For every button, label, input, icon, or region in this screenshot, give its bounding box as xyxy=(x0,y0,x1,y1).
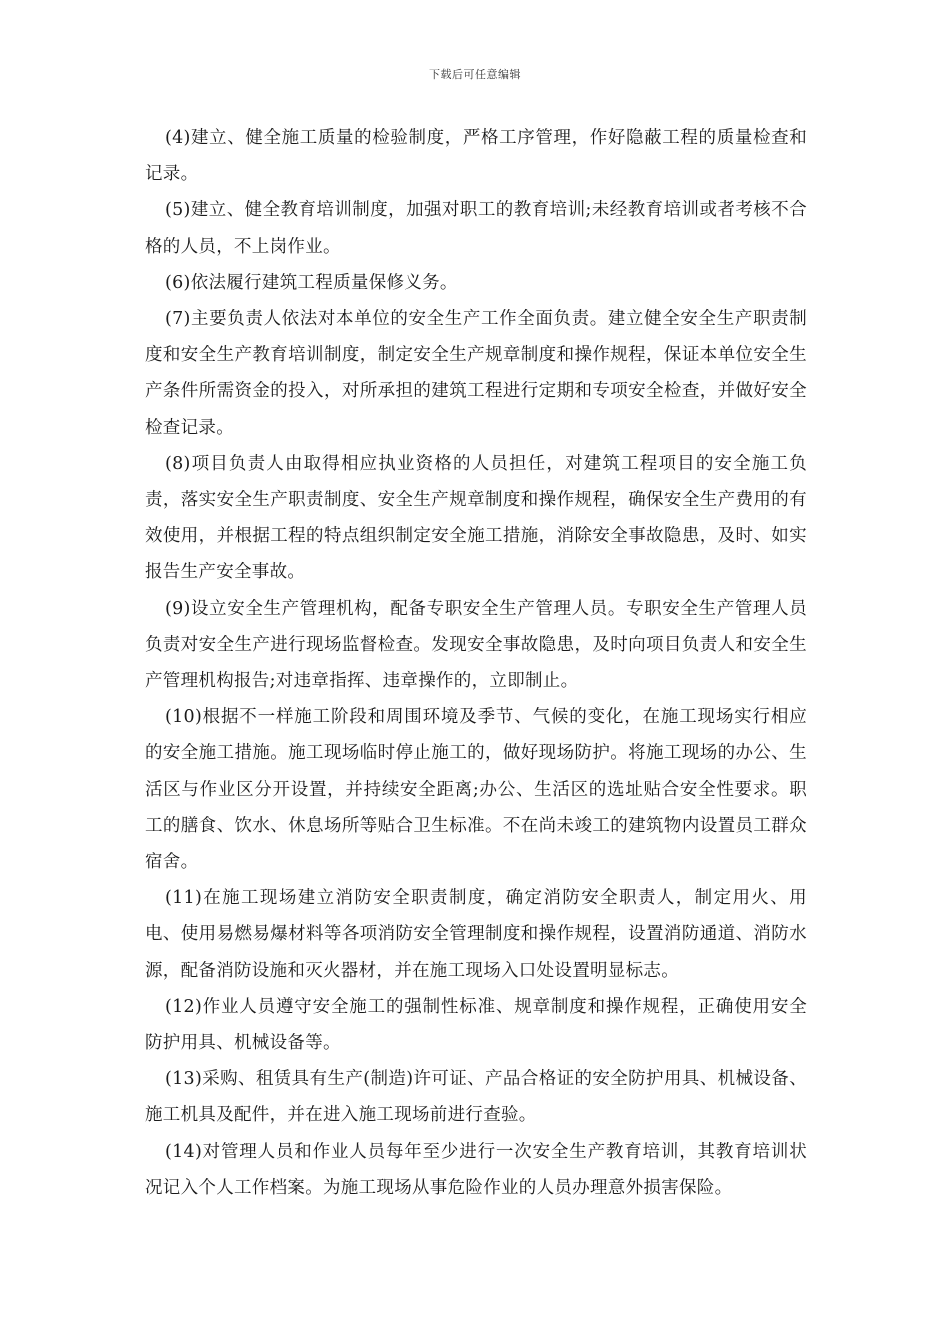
paragraph-4: (4)建立、健全施工质量的检验制度，严格工序管理，作好隐蔽工程的质量检查和记录。 xyxy=(145,128,807,185)
paragraph-11: (11)在施工现场建立消防安全职责制度，确定消防安全职责人，制定用火、用电、使用易燃易爆材料等各项消防安全管理制度和操作规程，设置消防通道、消防水源，配备消防设施和灭火器材，并在施工现场入口处设置明显标志。 xyxy=(145,888,807,981)
document-body xyxy=(145,120,807,1206)
paragraph-9: (9)设立安全生产管理机构，配备专职安全生产管理人员。专职安全生产管理人员负责对安全生产进行现场监督检查。发现安全事故隐患，及时向项目负责人和安全生产管理机构报告;对违章指挥、违章操作的，立即制止。 xyxy=(145,598,807,692)
paragraph-14: (14)对管理人员和作业人员每年至少进行一次安全生产教育培训，其教育培训状况记入个人工作档案。为施工现场从事危险作业的人员办理意外损害保险。 xyxy=(145,1141,807,1198)
paragraph-7: (7)主要负责人依法对本单位的安全生产工作全面负责。建立健全安全生产职责制度和安全生产教育培训制度，制定安全生产规章制度和操作规程，保证本单位安全生产条件所需资金的投入，对所承担的建筑工程进行定期和专项安全检查，并做好安全检查记录。 xyxy=(145,309,807,438)
paragraph-6: (6)依法履行建筑工程质量保修义务。 xyxy=(165,272,458,293)
paragraph-5: (5)建立、健全教育培训制度，加强对职工的教育培训;未经教育培训或者考核不合格的人员，不上岗作业。 xyxy=(145,200,807,257)
paragraph-10: (10)根据不一样施工阶段和周围环境及季节、气候的变化，在施工现场实行相应的安全施工措施。施工现场临时停止施工的，做好现场防护。将施工现场的办公、生活区与作业区分开设置，并持续安全距离;办公、生活区的选址贴合安全性要求。职工的膳食、饮水、休息场所等贴合卫生标准。不在尚未竣工的建筑物内设置员工群众宿舍。 xyxy=(145,707,807,873)
paragraph-8: (8)项目负责人由取得相应执业资格的人员担任，对建筑工程项目的安全施工负责，落实安全生产职责制度、安全生产规章制度和操作规程，确保安全生产费用的有效使用，并根据工程的特点组织制定安全施工措施，消除安全事故隐患，及时、如实报告生产安全事故。 xyxy=(145,453,807,583)
paragraph-13: (13)采购、租赁具有生产(制造)许可证、产品合格证的安全防护用具、机械设备、施工机具及配件，并在进入施工现场前进行查验。 xyxy=(145,1069,807,1126)
page-header-note: 下载后可任意编辑 xyxy=(429,68,521,81)
paragraph-12: (12)作业人员遵守安全施工的强制性标准、规章制度和操作规程，正确使用安全防护用具、机械设备等。 xyxy=(145,996,807,1054)
